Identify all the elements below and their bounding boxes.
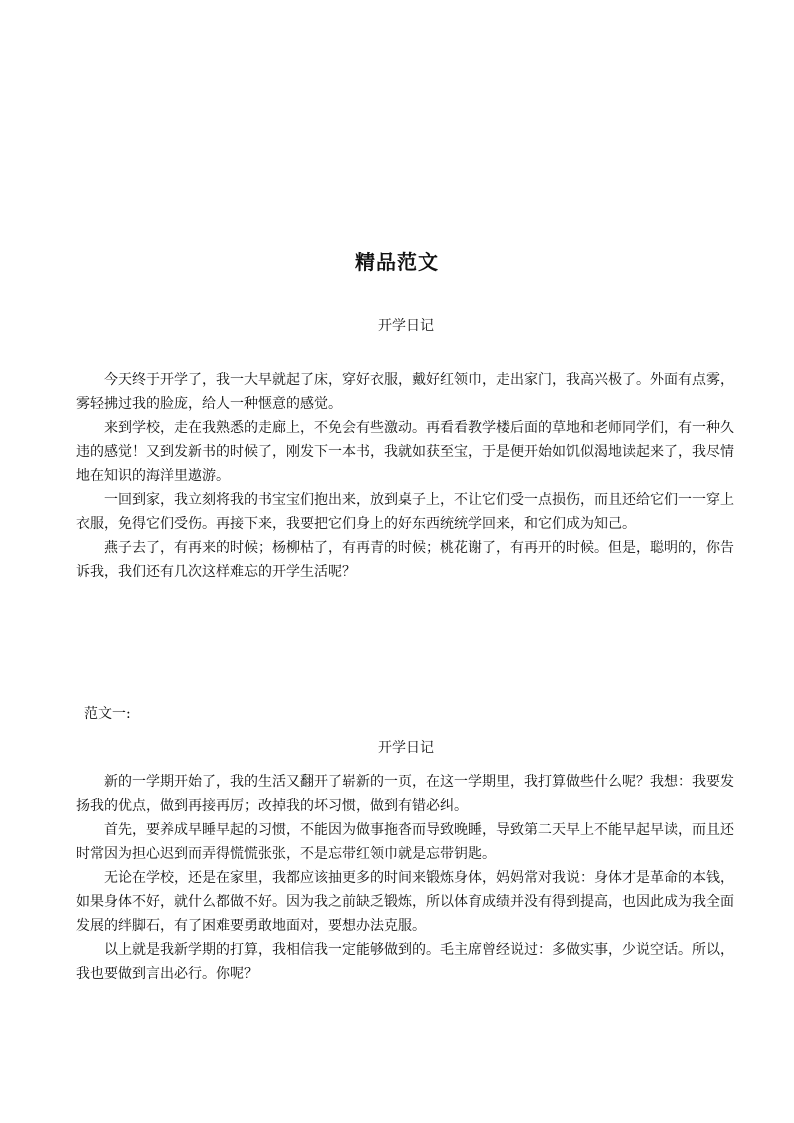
- paragraph: 一回到家，我立刻将我的书宝宝们抱出来，放到桌子上，不让它们受一点损伤，而且还给它们一一穿上衣服，免得它们受伤。再接下来，我要把它们身上的好东西统统学回来，和它们成为知己。: [76, 492, 734, 532]
- paragraph: 以上就是我新学期的打算，我相信我一定能够做到的。毛主席曾经说过：多做实事，少说空话。所以，我也要做到言出必行。你呢？: [76, 942, 734, 982]
- paragraph: 今天终于开学了，我一大早就起了床，穿好衣服，戴好红领巾，走出家门，我高兴极了。外面有点雾，雾轻拂过我的脸庞，给人一种惬意的感觉。: [76, 372, 734, 412]
- paragraph: 无论在学校，还是在家里，我都应该抽更多的时间来锻炼身体，妈妈常对我说：身体才是革命的本钱，如果身体不好，就什么都做不好。因为我之前缺乏锻炼，所以体育成绩并没有得到提高，也因此成为我全面发展的绊脚石，有了困难要勇敢地面对，要想办法克服。: [76, 870, 734, 934]
- essay-section-1: [76, 316, 736, 584]
- essay-title: 开学日记: [378, 740, 434, 756]
- paragraph: 来到学校，走在我熟悉的走廊上，不免会有些激动。再看看教学楼后面的草地和老师同学们，有一种久违的感觉！又到发新书的时候了，刚发下一本书，我就如获至宝，于是便开始如饥似渴地读起来了，我尽情地在知识的海洋里遨游。: [76, 420, 734, 484]
- paragraph: 新的一学期开始了，我的生活又翻开了崭新的一页，在这一学期里，我打算做些什么呢？我想：我要发扬我的优点，做到再接再厉；改掉我的坏习惯，做到有错必纠。: [76, 774, 734, 814]
- essay-section-2: [76, 738, 736, 986]
- sample-label: 范文一:: [84, 706, 131, 722]
- page-title: 精品范文: [355, 250, 439, 274]
- essay-title: 开学日记: [378, 318, 434, 334]
- paragraph: 燕子去了，有再来的时候；杨柳枯了，有再青的时候；桃花谢了，有再开的时候。但是，聪明的，你告诉我，我们还有几次这样难忘的开学生活呢？: [76, 540, 734, 580]
- spacer: [76, 336, 736, 362]
- paragraph: 首先，要养成早睡早起的习惯，不能因为做事拖沓而导致晚睡，导致第二天早上不能早起早读，而且还时常因为担心迟到而弄得慌慌张张，不是忘带红领巾就是忘带钥匙。: [76, 822, 734, 862]
